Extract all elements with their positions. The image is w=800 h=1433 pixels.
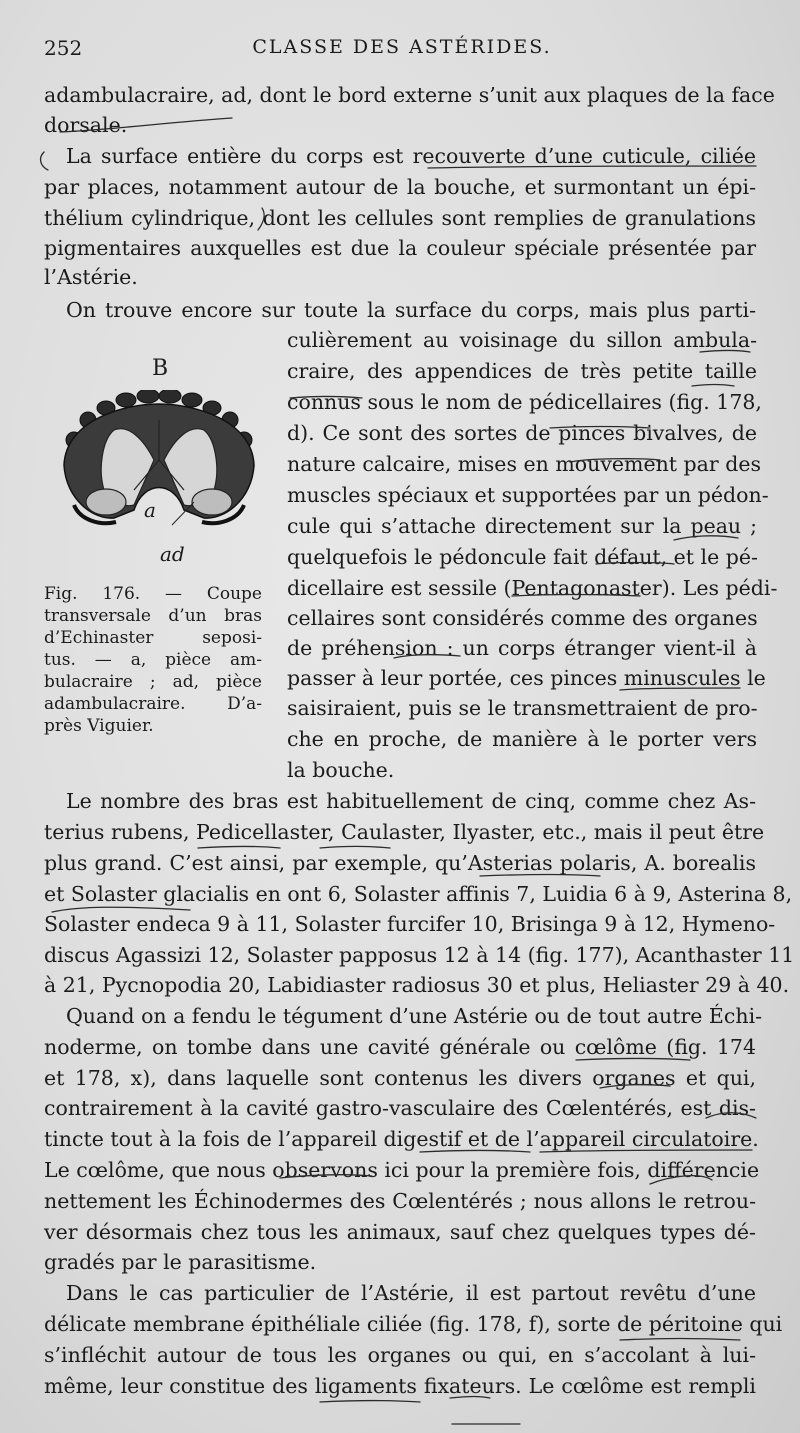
paragraph-start-line: La surface entière du corps est recouverte d’une cuticule, ciliée — [66, 144, 756, 168]
text-line: s’infléchit autour de tous les organes ou qui, en s’accolant à lui- — [44, 1343, 756, 1367]
figure-176 — [44, 350, 264, 580]
wrap-line: nature calcaire, mises en mouvement par des — [287, 452, 761, 476]
caption-line: d’Echinaster seposi- — [44, 628, 262, 648]
text-line: pigmentaires auxquelles est due la couleur spéciale présentée par — [44, 236, 756, 260]
text-line: terius rubens, Pedicellaster, Caulaster, Ilyaster, etc., mais il peut être — [44, 820, 765, 844]
wrap-line: muscles spéciaux et supportées par un pédon- — [287, 483, 769, 507]
text-line: Solaster endeca 9 à 11, Solaster furcifer 10, Brisinga 9 à 12, Hymeno- — [44, 912, 776, 936]
wrap-line: d). Ce sont des sortes de pinces bivalves, de — [287, 421, 757, 445]
text-line: contrairement à la cavité gastro-vasculaire des Cœlentérés, est dis- — [44, 1096, 756, 1120]
caption-line: bulacraire ; ad, pièce — [44, 672, 262, 692]
wrap-line: de préhension : un corps étranger vient-il à — [287, 636, 757, 660]
text-line: adambulacraire, ad, dont le bord externe s’unit aux plaques de la face — [44, 83, 775, 107]
text-line: Le cœlôme, que nous observons ici pour la première fois, différencie — [44, 1158, 760, 1182]
wrap-line: che en proche, de manière à le porter vers — [287, 727, 757, 751]
caption-line: Fig. 176. — Coupe — [44, 584, 262, 604]
caption-line: près Viguier. — [44, 716, 154, 736]
wrap-line: connus sous le nom de pédicellaires (fig. 178, — [287, 390, 762, 414]
text-line: par places, notamment autour de la bouche, et surmontant un épi- — [44, 175, 756, 199]
text-line: délicate membrane épithéliale ciliée (fig. 178, f), sorte de péritoine qui — [44, 1312, 783, 1336]
wrap-line: cellaires sont considérés comme des organes — [287, 606, 758, 630]
text-line: dorsale. — [44, 113, 128, 137]
caption-line: adambulacraire. D’a- — [44, 694, 262, 714]
text-line: ver désormais chez tous les animaux, sauf chez quelques types dé- — [44, 1220, 756, 1244]
text-line: thélium cylindrique, dont les cellules sont remplies de granulations — [44, 206, 756, 230]
text-line: plus grand. C’est ainsi, par exemple, qu’Asterias polaris, A. borealis — [44, 851, 756, 875]
text-line: tincte tout à la fois de l’appareil digestif et de l’appareil circulatoire. — [44, 1127, 759, 1151]
text-line: et 178, x), dans laquelle sont contenus les divers organes et qui, — [44, 1066, 756, 1090]
paragraph-start-line: Quand on a fendu le tégument d’une Astérie ou de tout autre Échi- — [66, 1004, 763, 1028]
caption-line: transversale d’un bras — [44, 606, 262, 626]
wrap-line: cule qui s’attache directement sur la peau ; — [287, 514, 757, 538]
page-header — [44, 36, 760, 66]
wrap-line: la bouche. — [287, 758, 395, 782]
wrap-line: dicellaire est sessile (Pentagonaster). Les pédi- — [287, 576, 778, 600]
text-line: à 21, Pycnopodia 20, Labidiaster radiosus 30 et plus, Heliaster 29 à 40. — [44, 973, 790, 997]
text-line: gradés par le parasitisme. — [44, 1250, 317, 1274]
text-line: noderme, on tombe dans une cavité générale ou cœlôme (fig. 174 — [44, 1035, 756, 1059]
wrap-line: saisiraient, puis se le transmettraient de pro- — [287, 696, 758, 720]
wrap-line: craire, des appendices de très petite taille — [287, 359, 757, 383]
paragraph-start-line: Dans le cas particulier de l’Astérie, il est partout revêtu d’une — [66, 1281, 756, 1305]
paragraph-start-line: Le nombre des bras est habituellement de cinq, comme chez As- — [66, 789, 756, 813]
text-line: nettement les Échinodermes des Cœlentérés ; nous allons le retrou- — [44, 1189, 756, 1213]
wrap-line: culièrement au voisinage du sillon ambula- — [287, 328, 757, 352]
caption-line: tus. — a, pièce am- — [44, 650, 262, 670]
paragraph-start-line: On trouve encore sur toute la surface du corps, mais plus parti- — [66, 298, 756, 322]
figure-caption — [44, 583, 262, 737]
page-number: 252 — [44, 36, 83, 60]
figure-label-ad: ad — [160, 542, 185, 566]
text-line: l’Astérie. — [44, 265, 138, 289]
wrap-line: quelquefois le pédoncule fait défaut, et le pé- — [287, 545, 758, 569]
wrap-line: passer à leur portée, ces pinces minuscules le — [287, 666, 766, 690]
running-title: CLASSE DES ASTÉRIDES. — [252, 36, 552, 58]
text-line: discus Agassizi 12, Solaster papposus 12 à 14 (fig. 177), Acanthaster 11 — [44, 943, 795, 967]
figure-letter: B — [152, 356, 169, 381]
text-line: même, leur constitue des ligaments fixateurs. Le cœlôme est rempli — [44, 1374, 756, 1398]
text-line: et Solaster glacialis en ont 6, Solaster affinis 7, Luidia 6 à 9, Asterina 8, — [44, 882, 793, 906]
figure-label-a: a — [144, 498, 156, 522]
